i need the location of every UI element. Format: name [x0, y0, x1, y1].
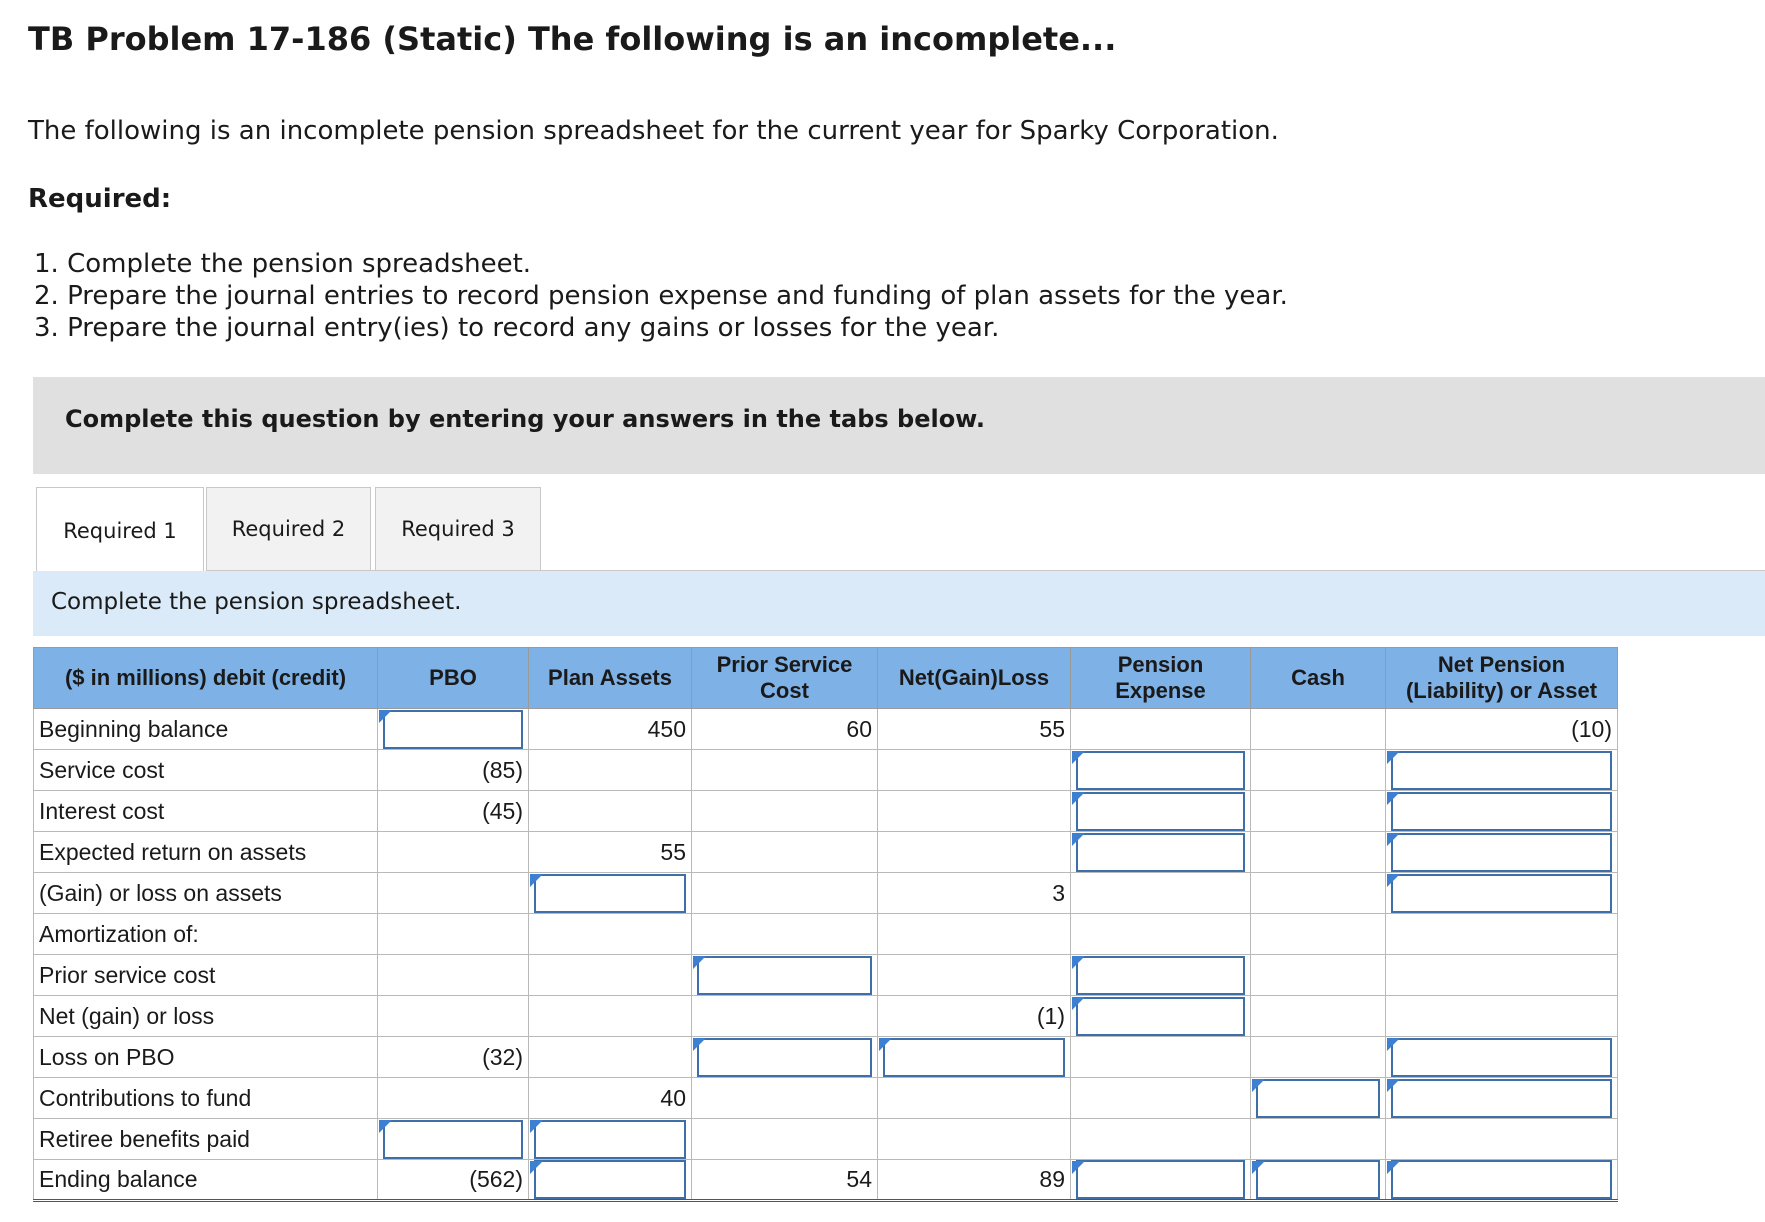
cell-cash [1251, 709, 1386, 750]
requirement-3: 3. Prepare the journal entry(ies) to record any gains or losses for the year. [34, 313, 1000, 343]
cell-prior-service-cost [692, 1119, 878, 1160]
table-row [34, 914, 1618, 955]
answer-input[interactable] [383, 710, 523, 749]
header-row [34, 648, 1618, 709]
cell-pension-expense-input[interactable] [1071, 832, 1251, 873]
cell-cash [1251, 955, 1386, 996]
cell-cash-input[interactable] [1251, 1078, 1386, 1119]
cell-prior-service-cost [692, 791, 878, 832]
cell-prior-service-cost-input[interactable] [692, 955, 878, 996]
cell-net-gain-loss [878, 1078, 1071, 1119]
cell-pension-expense [1071, 873, 1251, 914]
answer-input[interactable] [534, 874, 686, 913]
cell-net-pension-input[interactable] [1386, 1078, 1618, 1119]
answer-input[interactable] [534, 1160, 686, 1199]
answer-input[interactable] [697, 956, 872, 995]
cell-net-pension: (10) [1386, 709, 1618, 750]
answer-input[interactable] [383, 1120, 523, 1159]
header-label-column: ($ in millions) debit (credit) [34, 648, 378, 709]
answer-input[interactable] [883, 1038, 1065, 1077]
cell-cash [1251, 791, 1386, 832]
cell-pension-expense [1071, 1078, 1251, 1119]
answer-input[interactable] [1391, 792, 1612, 831]
cell-cash [1251, 996, 1386, 1037]
cell-cash [1251, 1119, 1386, 1160]
answer-input[interactable] [1256, 1079, 1380, 1118]
required-label: Required: [28, 184, 172, 214]
table-row [34, 996, 1618, 1037]
cell-pension-expense-input[interactable] [1071, 791, 1251, 832]
table-row [34, 750, 1618, 791]
cell-cash [1251, 914, 1386, 955]
pension-spreadsheet [33, 647, 1618, 1202]
cell-plan-assets [529, 1037, 692, 1078]
cell-pension-expense-input[interactable] [1071, 1160, 1251, 1201]
cell-net-pension [1386, 914, 1618, 955]
requirement-1: 1. Complete the pension spreadsheet. [34, 249, 532, 279]
cell-pbo-input[interactable] [378, 1119, 529, 1160]
answer-input[interactable] [1391, 833, 1612, 872]
cell-pbo [378, 914, 529, 955]
tab-required-3[interactable]: Required 3 [375, 487, 541, 571]
cell-net-pension-input[interactable] [1386, 750, 1618, 791]
cell-plan-assets [529, 750, 692, 791]
tab-instruction-bar [33, 571, 1765, 636]
cell-cash [1251, 873, 1386, 914]
answer-input[interactable] [1076, 956, 1245, 995]
cell-net-pension-input[interactable] [1386, 1037, 1618, 1078]
cell-net-gain-loss: (1) [878, 996, 1071, 1037]
cell-net-gain-loss [878, 955, 1071, 996]
cell-pbo [378, 873, 529, 914]
header-pbo: PBO [378, 648, 529, 709]
cell-pension-expense [1071, 1119, 1251, 1160]
cell-pension-expense [1071, 914, 1251, 955]
row-label: Amortization of: [34, 914, 378, 955]
row-label: Retiree benefits paid [34, 1119, 378, 1160]
cell-prior-service-cost [692, 873, 878, 914]
page-title: TB Problem 17-186 (Static) The following is an incomplete... [28, 20, 1117, 58]
table-row [34, 791, 1618, 832]
cell-prior-service-cost [692, 832, 878, 873]
cell-net-gain-loss-input[interactable] [878, 1037, 1071, 1078]
cell-pbo [378, 832, 529, 873]
answer-input[interactable] [1391, 1160, 1612, 1199]
answer-input[interactable] [1391, 751, 1612, 790]
row-label: Service cost [34, 750, 378, 791]
row-label: (Gain) or loss on assets [34, 873, 378, 914]
answer-input[interactable] [534, 1120, 686, 1159]
cell-cash [1251, 1037, 1386, 1078]
tab-required-2[interactable]: Required 2 [206, 487, 371, 571]
answer-input[interactable] [1076, 792, 1245, 831]
cell-prior-service-cost [692, 996, 878, 1037]
cell-pension-expense-input[interactable] [1071, 750, 1251, 791]
header-net-pension: Net Pension (Liability) or Asset [1386, 648, 1618, 709]
cell-plan-assets-input[interactable] [529, 1160, 692, 1201]
row-label: Beginning balance [34, 709, 378, 750]
cell-pension-expense-input[interactable] [1071, 955, 1251, 996]
problem-intro: The following is an incomplete pension spreadsheet for the current year for Sparky Corporation. [28, 116, 1279, 146]
cell-plan-assets: 450 [529, 709, 692, 750]
cell-plan-assets: 55 [529, 832, 692, 873]
cell-net-gain-loss [878, 832, 1071, 873]
cell-pension-expense [1071, 1037, 1251, 1078]
cell-prior-service-cost: 60 [692, 709, 878, 750]
cell-net-pension [1386, 955, 1618, 996]
cell-net-gain-loss [878, 1119, 1071, 1160]
row-label: Net (gain) or loss [34, 996, 378, 1037]
cell-pbo: (562) [378, 1160, 529, 1201]
table-row [34, 709, 1618, 750]
table-row [34, 832, 1618, 873]
table-row [34, 1037, 1618, 1078]
row-label: Contributions to fund [34, 1078, 378, 1119]
cell-cash [1251, 750, 1386, 791]
cell-plan-assets-input[interactable] [529, 873, 692, 914]
answer-input[interactable] [1076, 833, 1245, 872]
tab-instruction: Complete the pension spreadsheet. [51, 589, 462, 615]
cell-prior-service-cost-input[interactable] [692, 1037, 878, 1078]
table-row [34, 955, 1618, 996]
cell-pbo-input[interactable] [378, 709, 529, 750]
table-row [34, 1078, 1618, 1119]
cell-pbo [378, 955, 529, 996]
cell-pension-expense-input[interactable] [1071, 996, 1251, 1037]
cell-prior-service-cost [692, 914, 878, 955]
header-prior-service-cost: Prior Service Cost [692, 648, 878, 709]
cell-pbo [378, 1078, 529, 1119]
answer-input[interactable] [1391, 874, 1612, 913]
cell-net-pension-input[interactable] [1386, 1160, 1618, 1201]
cell-net-gain-loss: 55 [878, 709, 1071, 750]
cell-pbo: (45) [378, 791, 529, 832]
header-net-gain-loss: Net(Gain)Loss [878, 648, 1071, 709]
cell-net-gain-loss [878, 750, 1071, 791]
answer-input[interactable] [697, 1038, 872, 1077]
answer-input[interactable] [1076, 1160, 1245, 1199]
row-label: Interest cost [34, 791, 378, 832]
cell-net-gain-loss: 89 [878, 1160, 1071, 1201]
requirements-list [34, 248, 1288, 344]
answer-input[interactable] [1256, 1160, 1380, 1199]
row-label: Prior service cost [34, 955, 378, 996]
cell-net-gain-loss: 3 [878, 873, 1071, 914]
row-label: Ending balance [34, 1160, 378, 1201]
cell-pbo: (85) [378, 750, 529, 791]
cell-cash [1251, 832, 1386, 873]
answer-input[interactable] [1076, 997, 1245, 1036]
cell-plan-assets: 40 [529, 1078, 692, 1119]
answer-input[interactable] [1076, 751, 1245, 790]
answer-input[interactable] [1391, 1038, 1612, 1077]
cell-net-pension-input[interactable] [1386, 791, 1618, 832]
cell-net-pension [1386, 1119, 1618, 1160]
cell-net-pension-input[interactable] [1386, 873, 1618, 914]
table-row [34, 873, 1618, 914]
cell-pension-expense [1071, 709, 1251, 750]
row-label: Loss on PBO [34, 1037, 378, 1078]
cell-net-pension [1386, 996, 1618, 1037]
cell-plan-assets [529, 914, 692, 955]
instructions-banner [33, 377, 1765, 474]
cell-prior-service-cost [692, 750, 878, 791]
cell-net-gain-loss [878, 791, 1071, 832]
cell-plan-assets [529, 996, 692, 1037]
header-pension-expense: Pension Expense [1071, 648, 1251, 709]
cell-cash-input[interactable] [1251, 1160, 1386, 1201]
requirement-2: 2. Prepare the journal entries to record pension expense and funding of plan assets for the year. [34, 281, 1288, 311]
cell-prior-service-cost [692, 1078, 878, 1119]
cell-plan-assets-input[interactable] [529, 1119, 692, 1160]
banner-text: Complete this question by entering your answers in the tabs below. [65, 405, 985, 433]
cell-prior-service-cost: 54 [692, 1160, 878, 1201]
cell-pbo: (32) [378, 1037, 529, 1078]
cell-plan-assets [529, 955, 692, 996]
table-row [34, 1119, 1618, 1160]
table-row [34, 1160, 1618, 1201]
tab-required-1[interactable]: Required 1 [36, 487, 204, 573]
spreadsheet-body [34, 709, 1618, 1201]
cell-net-gain-loss [878, 914, 1071, 955]
cell-plan-assets [529, 791, 692, 832]
header-plan-assets: Plan Assets [529, 648, 692, 709]
answer-input[interactable] [1391, 1079, 1612, 1118]
row-label: Expected return on assets [34, 832, 378, 873]
header-cash: Cash [1251, 648, 1386, 709]
cell-net-pension-input[interactable] [1386, 832, 1618, 873]
cell-pbo [378, 996, 529, 1037]
